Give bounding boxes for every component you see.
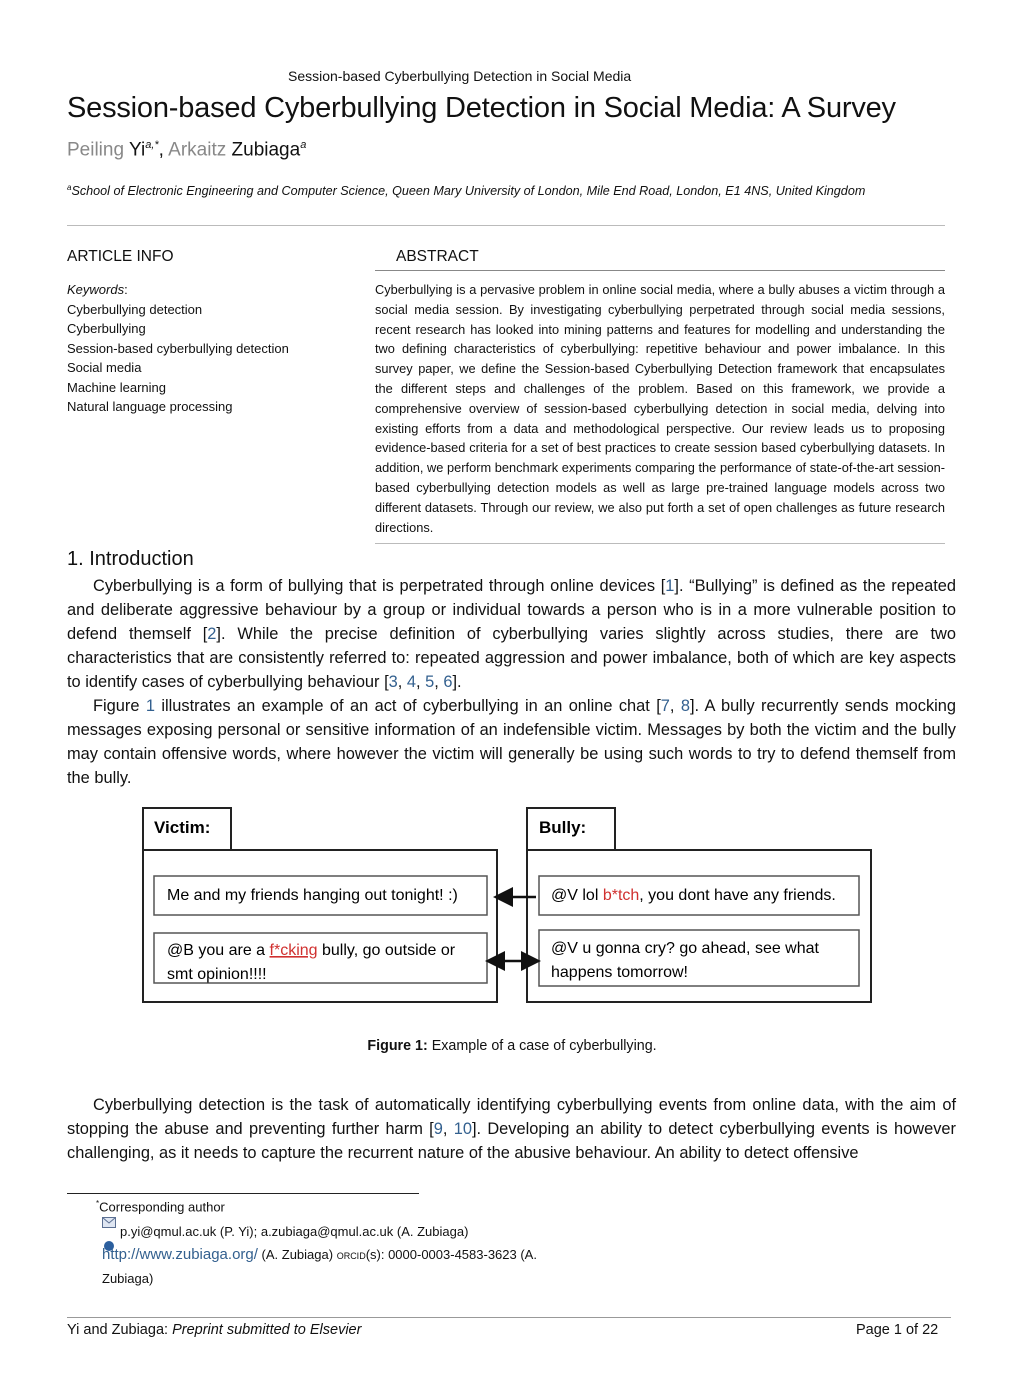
citation-link[interactable]: 4 [406, 673, 416, 691]
intro-paragraph-3: Cyberbullying detection is the task of automatically identifying cyberbullying events from online data, with the aim of stopping the abuse and preventing further harm [9, 10]. Developing an ability to detect cyberbullying events is however challenging, as it needs to capture the recurrent nature of the abusive behaviour. An ability to detect offensive [67, 1096, 956, 1162]
footer-rule [67, 1317, 951, 1318]
header-divider [67, 225, 945, 226]
running-head: Session-based Cyberbullying Detection in Social Media [288, 68, 632, 84]
citation-link[interactable]: 7 [660, 697, 670, 715]
author-separator: , [158, 139, 164, 161]
figure-1-chat-diagram [142, 806, 874, 1006]
author-1-last-name: Yi [128, 139, 146, 161]
keyword-item: Cyberbullying [67, 321, 146, 336]
footnote-url-line: http://www.zubiaga.org/ (A. Zubiaga) ORCID(s): 0000-0003-4583-3623 (A. [102, 1246, 537, 1263]
victim-label: Victim: [154, 818, 211, 837]
citation-link[interactable]: 10 [453, 1120, 472, 1138]
footnote-corresponding: *Corresponding author [96, 1199, 225, 1215]
abstract-heading-rule [375, 270, 945, 271]
author-2-first-name: Arkaitz [168, 139, 227, 161]
intro-paragraph-2: Figure 1 illustrates an example of an act of cyberbullying in an online chat [7, 8]. A bully recurrently sends mocking messages exposing personal or sensitive information of an indefensible victim. Messages by both the victim and the bully may contain offensive words, where however the victim will generally be using such words to try to defend themself from the bully. [67, 697, 957, 787]
intro-paragraph-1: Cyberbullying is a form of bullying that is perpetrated through online devices [1]. “Bullying” is defined as the repeated and deliberate aggressive behaviour by a group or individual towards a person who is in a more vulnerable position to defend themself [2]. While the precise definition of cyberbullying varies slightly across studies, there are two characteristics that are consistently referred to: repeated aggression and power imbalance, both of which are key aspects to identify cases of cyberbullying behaviour [3, 4, 5, 6]. [67, 577, 956, 691]
footnote-rule [67, 1193, 419, 1194]
bully-message-2-line-2: happens tomorrow! [551, 964, 688, 981]
figure-1-caption [0, 1038, 1024, 1054]
citation-link[interactable]: 3 [388, 673, 398, 691]
section-heading-introduction: 1. Introduction [67, 548, 194, 570]
footer-citation: Yi and Zubiaga: Preprint submitted to Elsevier [67, 1322, 362, 1338]
keyword-item: Cyberbullying detection [67, 301, 203, 317]
affiliation-mark: a [67, 183, 72, 192]
affiliation-text: School of Electronic Engineering and Computer Science, Queen Mary University of London, Mile End Road, London, E1 4NS, United Kingdom [71, 184, 866, 199]
figure-reference-link[interactable]: 1 [145, 697, 155, 715]
figure-caption-text: Example of a case of cyberbullying. [427, 1038, 657, 1054]
author-1-first-name: Peiling [67, 139, 125, 161]
homepage-link[interactable]: http://www.zubiaga.org/ [102, 1246, 258, 1263]
footnote-emails[interactable]: p.yi@qmul.ac.uk (P. Yi); a.zubiaga@qmul.ac.uk (A. Zubiaga) [120, 1224, 469, 1239]
keyword-item: Machine learning [67, 379, 167, 395]
figure-caption-label: Figure 1: [367, 1038, 428, 1054]
citation-link[interactable]: 2 [207, 625, 217, 643]
email-icon [102, 1217, 116, 1228]
abstract-heading: ABSTRACT [396, 248, 479, 265]
affiliation [67, 183, 865, 198]
bully-message-2-line-1: @V u gonna cry? go ahead, see what [551, 940, 819, 957]
keyword-item: Session-based cyberbullying detection [67, 340, 289, 356]
victim-message-1: Me and my friends hanging out tonight! :) [167, 887, 458, 904]
abstract-bottom-rule [375, 543, 945, 544]
victim-message-2-line-1: @B you are a f*cking bully, go outside or [167, 942, 456, 959]
keyword-item: Social media [67, 360, 142, 375]
citation-link[interactable]: 9 [433, 1120, 443, 1138]
keywords-label: Keywords: [67, 282, 128, 297]
offensive-word: f*cking [269, 942, 318, 959]
citation-link[interactable]: 5 [425, 673, 435, 691]
author-list [67, 139, 306, 161]
footnote-orcid-continued: Zubiaga) [102, 1271, 154, 1286]
bully-message-1: @V lol b*tch, you dont have any friends. [551, 887, 836, 904]
victim-message-2-line-2: smt opinion!!!! [167, 966, 267, 983]
article-info-heading: ARTICLE INFO [67, 248, 174, 265]
citation-link[interactable]: 8 [680, 697, 690, 715]
author-2-superscript: a [300, 139, 307, 151]
keyword-item: Natural language processing [67, 399, 233, 414]
page-number: Page 1 of 22 [856, 1322, 939, 1338]
orcid-label: ORCID [336, 1251, 366, 1261]
abstract-text: Cyberbullying is a pervasive problem in online social media, where a bully abuses a victim through a social media session. By investigating cyberbullying perpetrated through social media sessions, recent research has looked into mining patterns and features for modelling and understanding the two defining characteristics of cyberbullying: repetitive behaviour and power imbalance. In this survey paper, we define the Session-based Cyberbullying Detection framework that encapsulates the different steps and challenges of the problem. Based on this framework, we provide a comprehensive overview of session-based cyberbullying detection in social media, delving into existing efforts from a data and methodological perspective. Our review leads us to proposing evidence-based criteria for a set of best practices to create session based cyberbullying datasets. In addition, we perform benchmark experiments comparing the performance of state-of-the-art session-based cyberbullying detection models as well as large pre-trained language models across two different datasets. Through our review, we also put forth a set of open challenges as future research directions. [375, 282, 945, 535]
paper-title: Session-based Cyberbullying Detection in Social Media: A Survey [67, 92, 896, 124]
offensive-word: b*tch [602, 887, 640, 904]
bully-label: Bully: [539, 818, 587, 837]
citation-link[interactable]: 1 [665, 577, 675, 595]
citation-link[interactable]: 6 [443, 673, 453, 691]
keywords-block [67, 280, 357, 417]
author-1-superscript: a,* [145, 139, 159, 151]
author-2-last-name: Zubiaga [231, 139, 301, 161]
